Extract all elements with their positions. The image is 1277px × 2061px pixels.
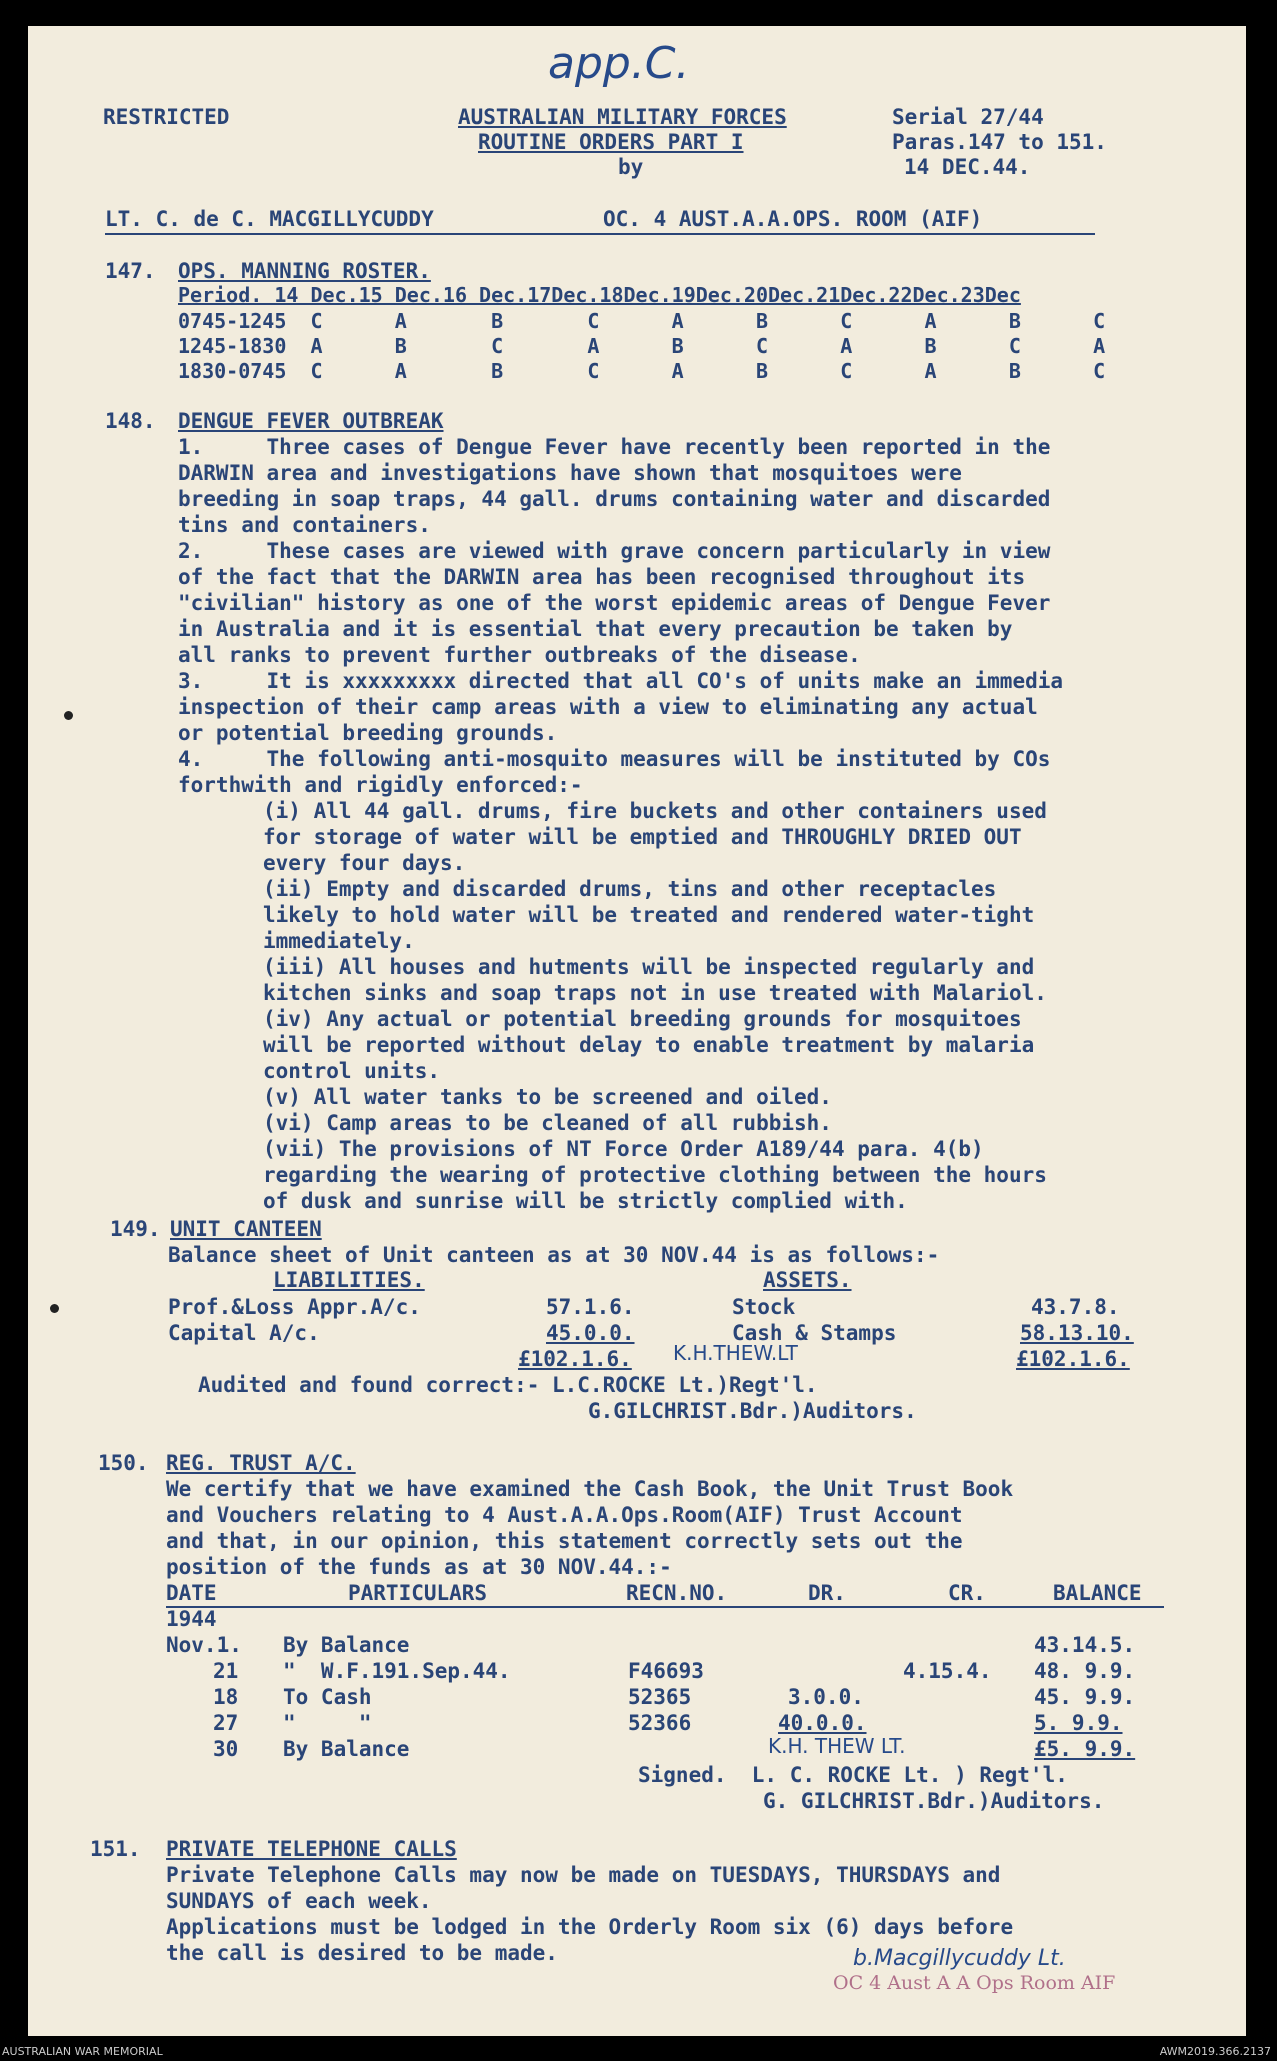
signed-line: Signed. L. C. ROCKE Lt. ) Regt'l. [638, 1763, 1068, 1787]
cell-particulars: " " [283, 1711, 372, 1735]
text-line: 2. These cases are viewed with grave concern particularly in view [178, 539, 1051, 563]
text-line: (vi) Camp areas to be cleaned of all rubbish. [263, 1111, 832, 1135]
col-cr: CR. [948, 1581, 986, 1605]
text-line: kitchen sinks and soap traps not in use treated with Malariol. [263, 981, 1047, 1005]
para-148-number: 148. [105, 409, 156, 433]
text-line: SUNDAYS of each week. [166, 1889, 432, 1913]
text-line: control units. [263, 1059, 441, 1083]
para-148-title: DENGUE FEVER OUTBREAK [178, 409, 444, 433]
punch-hole [50, 1304, 59, 1313]
officer-name: LT. C. de C. MACGILLYCUDDY [105, 207, 434, 231]
by-label: by [618, 155, 644, 179]
asset-label: Stock [732, 1295, 796, 1319]
text-line: (v) All water tanks to be screened and oiled. [263, 1085, 832, 1109]
text-line: Private Telephone Calls may now be made on TUESDAYS, THURSDAYS and [166, 1863, 1001, 1887]
restricted-label: RESTRICTED [103, 105, 230, 129]
text-line: in Australia and it is essential that every precaution be taken by [178, 617, 1013, 641]
para-150-body [166, 1476, 1013, 1580]
roster-row: 1245-1830 A B C A B C A B C A [178, 334, 1106, 358]
punch-hole [64, 711, 73, 720]
signed-line: G. GILCHRIST.Bdr.)Auditors. [763, 1789, 1105, 1813]
paras-range: Paras.147 to 151. [892, 130, 1107, 154]
cell-recn: F46693 [628, 1659, 704, 1683]
text-line: DARWIN area and investigations have shown that mosquitoes were [178, 461, 962, 485]
col-balance: BALANCE [1053, 1581, 1142, 1605]
text-line: (ii) Empty and discarded drums, tins and other receptacles [263, 877, 997, 901]
cell-particulars: To Cash [283, 1685, 372, 1709]
cell-date: 30 [213, 1737, 239, 1761]
unit-stamp: OC 4 Aust A A Ops Room AIF [833, 1972, 1116, 1994]
text-line: for storage of water will be emptied and THROUGHLY DRIED OUT [263, 825, 1022, 849]
officer-signature: b.Macgillycuddy Lt. [853, 1946, 1066, 1971]
cell-dr: 40.0.0. [778, 1711, 867, 1735]
handwritten-signature: K.H.THEW.LT [673, 1341, 798, 1365]
roster-row: 0745-1245 C A B C A B C A B C [178, 309, 1106, 333]
cell-recn: 52365 [628, 1685, 692, 1709]
text-line: or potential breeding grounds. [178, 721, 558, 745]
cell-particulars: " W.F.191.Sep.44. [283, 1659, 511, 1683]
footer-institution: AUSTRALIAN WAR MEMORIAL [2, 2045, 163, 2058]
liability-label: Prof.&Loss Appr.A/c. [168, 1295, 421, 1319]
liability-value: 57.1.6. [546, 1295, 635, 1319]
text-line: regarding the wearing of protective clothing between the hours [263, 1163, 1047, 1187]
asset-label: Cash & Stamps [732, 1321, 897, 1345]
cell-particulars: By Balance [283, 1633, 410, 1657]
para-151-number: 151. [90, 1837, 141, 1861]
para-148-body [178, 434, 1063, 798]
text-line: and that, in our opinion, this statement correctly sets out the [166, 1529, 963, 1553]
asset-value: 58.13.10. [1020, 1321, 1134, 1345]
canteen-intro: Balance sheet of Unit canteen as at 30 NOV.44 is as follows:- [168, 1243, 940, 1267]
roster-header-row: Period. 14 Dec.15 Dec.16 Dec.17Dec.18Dec.19Dec.20Dec.21Dec.22Dec.23Dec [178, 283, 1021, 307]
text-line: (iii) All houses and hutments will be inspected regularly and [263, 955, 1035, 979]
text-line: likely to hold water will be treated and rendered water-tight [263, 903, 1035, 927]
cell-date: 18 [213, 1685, 239, 1709]
header-rule [105, 233, 1095, 235]
handwritten-annotation: app.C. [548, 38, 690, 89]
liabilities-heading: LIABILITIES. [273, 1268, 425, 1292]
cell-balance: 45. 9.9. [1034, 1685, 1136, 1709]
text-line: (vii) The provisions of NT Force Order A189/44 para. 4(b) [263, 1137, 984, 1161]
para-147-title: OPS. MANNING ROSTER. [178, 259, 431, 283]
audited-line: G.GILCHRIST.Bdr.)Auditors. [588, 1399, 917, 1423]
para-148-measures [263, 798, 1047, 1214]
para-150-title: REG. TRUST A/C. [166, 1451, 356, 1475]
para-147-number: 147. [105, 259, 156, 283]
text-line: all ranks to prevent further outbreaks of the disease. [178, 643, 861, 667]
cell-date: 21 [213, 1659, 239, 1683]
handwritten-signature: K.H. THEW LT. [768, 1734, 906, 1758]
text-line: "civilian" history as one of the worst epidemic areas of Dengue Fever [178, 591, 1051, 615]
cell-balance: £5. 9.9. [1034, 1737, 1136, 1761]
col-dr: DR. [808, 1581, 846, 1605]
text-line: 3. It is xxxxxxxxx directed that all CO's of units make an immedia [178, 669, 1064, 693]
asset-total: £102.1.6. [1016, 1347, 1130, 1371]
org-line2: ROUTINE ORDERS PART I [478, 130, 744, 154]
document-page [28, 26, 1246, 2036]
text-line: Applications must be lodged in the Orderly Room six (6) days before [166, 1915, 1014, 1939]
audited-line: Audited and found correct:- L.C.ROCKE Lt.)Regt'l. [198, 1373, 818, 1397]
cell-recn: 52366 [628, 1711, 692, 1735]
cell-date: Nov.1. [166, 1633, 242, 1657]
text-line: the call is desired to be made. [166, 1941, 558, 1965]
text-line: (i) All 44 gall. drums, fire buckets and other containers used [263, 799, 1047, 823]
cell-cr: 4.15.4. [903, 1659, 992, 1683]
text-line: We certify that we have examined the Cash Book, the Unit Trust Book [166, 1477, 1014, 1501]
text-line: 4. The following anti-mosquito measures will be instituted by COs [178, 747, 1051, 771]
text-line: position of the funds as at 30 NOV.44.:- [166, 1555, 672, 1579]
col-recn: RECN.NO. [626, 1581, 728, 1605]
liability-value: 45.0.0. [546, 1321, 635, 1345]
text-line: of the fact that the DARWIN area has been recognised throughout its [178, 565, 1026, 589]
unit-name: OC. 4 AUST.A.A.OPS. ROOM (AIF) [603, 207, 983, 231]
text-line: breeding in soap traps, 44 gall. drums containing water and discarded [178, 487, 1051, 511]
table-header-rule [166, 1606, 1164, 1608]
text-line: 1. Three cases of Dengue Fever have recently been reported in the [178, 435, 1051, 459]
cell-particulars: By Balance [283, 1737, 410, 1761]
text-line: inspection of their camp areas with a view to eliminating any actual [178, 695, 1038, 719]
table-year: 1944 [166, 1607, 217, 1631]
asset-value: 43.7.8. [1031, 1295, 1120, 1319]
text-line: forthwith and rigidly enforced:- [178, 773, 583, 797]
col-particulars: PARTICULARS [348, 1581, 488, 1605]
serial-number: Serial 27/44 [892, 105, 1044, 129]
para-149-number: 149. [110, 1217, 161, 1241]
cell-dr: 3.0.0. [788, 1685, 864, 1709]
para-149-title: UNIT CANTEEN [170, 1217, 322, 1241]
text-line: will be reported without delay to enable treatment by malaria [263, 1033, 1035, 1057]
text-line: tins and containers. [178, 513, 431, 537]
liability-total: £102.1.6. [518, 1347, 632, 1371]
cell-balance: 43.14.5. [1034, 1633, 1136, 1657]
text-line: (iv) Any actual or potential breeding grounds for mosquitoes [263, 1007, 1022, 1031]
para-151-title: PRIVATE TELEPHONE CALLS [166, 1837, 457, 1861]
col-date: DATE [166, 1581, 217, 1605]
text-line: immediately. [263, 929, 415, 953]
org-line1: AUSTRALIAN MILITARY FORCES [458, 105, 787, 129]
para-150-number: 150. [98, 1451, 149, 1475]
footer-accession: AWM2019.366.2137 [1159, 2045, 1271, 2058]
roster-row: 1830-0745 C A B C A B C A B C [178, 359, 1106, 383]
order-date: 14 DEC.44. [904, 155, 1031, 179]
cell-date: 27 [213, 1711, 239, 1735]
text-line: of dusk and sunrise will be strictly complied with. [263, 1189, 908, 1213]
assets-heading: ASSETS. [763, 1268, 852, 1292]
cell-balance: 48. 9.9. [1034, 1659, 1136, 1683]
liability-label: Capital A/c. [168, 1321, 320, 1345]
text-line: and Vouchers relating to 4 Aust.A.A.Ops.Room(AIF) Trust Account [166, 1503, 963, 1527]
text-line: every four days. [263, 851, 466, 875]
cell-balance: 5. 9.9. [1034, 1711, 1123, 1735]
